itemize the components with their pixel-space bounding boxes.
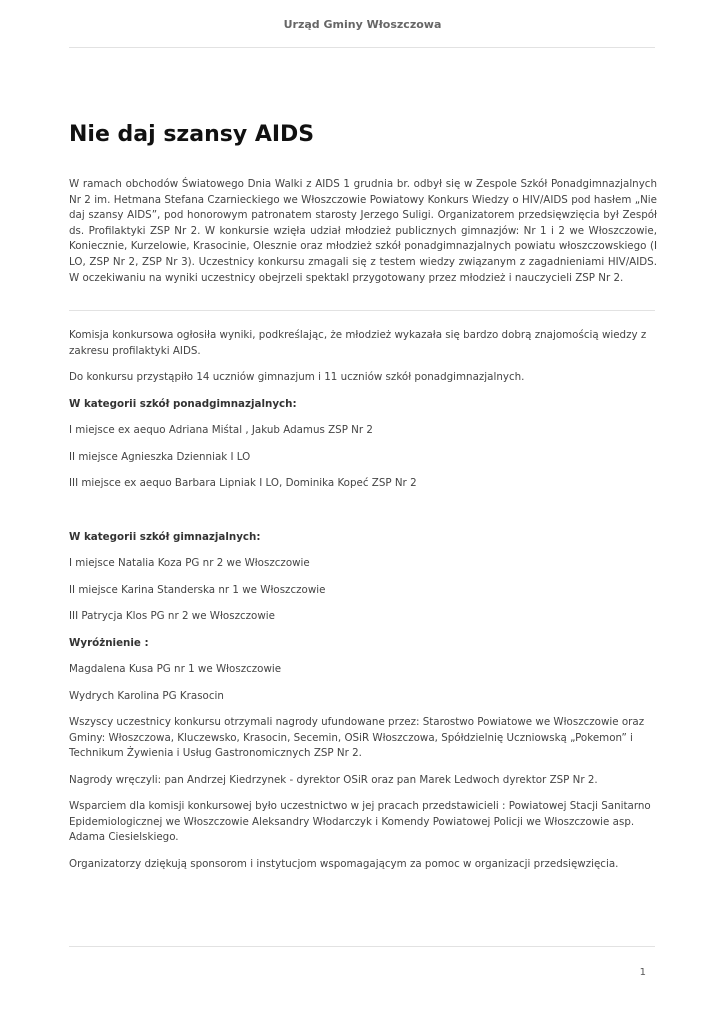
thanks-paragraph: Organizatorzy dziękują sponsorom i instytucjom wspomagającym za pomoc w organizacji przedsięwzięcia. [69, 857, 619, 870]
participants-paragraph: Do konkursu przystąpiło 14 uczniów gimnazjum i 11 uczniów szkół ponadgimnazjalnych. [69, 371, 525, 383]
lead-divider [69, 310, 655, 311]
site-header: Urząd Gminy Włoszczowa [283, 18, 442, 31]
support-paragraph: Wsparciem dla komisji konkursowej było uczestnictwo w jej pracach przedstawicieli : Powiatowej Stacji Sanitarno Epidemiologicznej we Włoszczowie Aleksandry Włodarczyk i Komendy Powiatowej Policji we Włoszczowie asp. Adama Ciesielskiego. [69, 800, 651, 843]
footer-divider [69, 946, 655, 947]
distinction-item: Magdalena Kusa PG nr 1 we Włoszczowie [69, 663, 282, 675]
gymnasium-second-place: II miejsce Karina Standerska nr 1 we Włoszczowie [69, 583, 326, 596]
distinction-heading: Wyróżnienie : [69, 636, 149, 649]
commission-paragraph: Komisja konkursowa ogłosiła wyniki, podkreślając, że młodzież wykazała się bardzo dobrą znajomością wiedzy z zakresu profilaktyki AIDS. [69, 329, 647, 357]
category-upper-heading: W kategorii szkół ponadgimnazjalnych: [69, 397, 297, 410]
upper-third-place: III miejsce ex aequo Barbara Lipniak I LO, Dominika Kopeć ZSP Nr 2 [69, 477, 417, 489]
upper-first-place: I miejsce ex aequo Adriana Miśtal , Jakub Adamus ZSP Nr 2 [69, 424, 373, 436]
header-divider [69, 47, 655, 48]
page-number: 1 [639, 967, 646, 978]
upper-second-place: II miejsce Agnieszka Dzienniak I LO [69, 450, 251, 463]
article-body [69, 328, 657, 872]
gymnasium-first-place: I miejsce Natalia Koza PG nr 2 we Włoszczowie [69, 557, 310, 569]
category-gymnasium-heading: W kategorii szkół gimnazjalnych: [69, 530, 261, 543]
gymnasium-third-place: III Patrycja Klos PG nr 2 we Włoszczowie [69, 610, 275, 622]
article-lead: W ramach obchodów Światowego Dnia Walki z AIDS 1 grudnia br. odbył się w Zespole Szkół Ponadgimnazjalnych Nr 2 im. Hetmana Stefana Czarnieckiego we Włoszczowie Powiatowy Konkurs Wiedzy o HIV/AIDS pod hasłem „Nie daj szansy AIDS”, pod honorowym patronatem starosty Jerzego Suligi. Organizatorem przedsięwzięcia był Zespół ds. Profilaktyki ZSP Nr 2. W konkursie wzięła udział młodzież publicznych gimnazjów: Nr 1 i 2 we Włoszczowie, Koniecznie, Kurzelowie, Krasocinie, Olesznie oraz młodzież szkół ponadgimnazjalnych powiatu włoszczowskiego (I LO, ZSP Nr 2, ZSP Nr 3). Uczestnicy konkursu zmagali się z testem wiedzy związanym z zagadnieniami HIV/AIDS. W oczekiwaniu na wyniki uczestnicy obejrzeli spektakl przygotowany przez młodzież i nauczycieli ZSP Nr 2. [69, 178, 657, 284]
prizes-paragraph: Wszyscy uczestnicy konkursu otrzymali nagrody ufundowane przez: Starostwo Powiatowe we Włoszczowie oraz Gminy: Włoszczowa, Kluczewsko, Krasocin, Secemin, OSiR Włoszczowa, Spółdzielnię Uczniowską „Pokemon” i Technikum Żywienia i Usług Gastronomicznych ZSP Nr 2. [69, 716, 645, 759]
distinction-item: Wydrych Karolina PG Krasocin [69, 689, 224, 702]
article-title: Nie daj szansy AIDS [69, 122, 315, 147]
awarded-paragraph: Nagrody wręczyli: pan Andrzej Kiedrzynek - dyrektor OSiR oraz pan Marek Ledwoch dyrektor ZSP Nr 2. [69, 773, 598, 786]
